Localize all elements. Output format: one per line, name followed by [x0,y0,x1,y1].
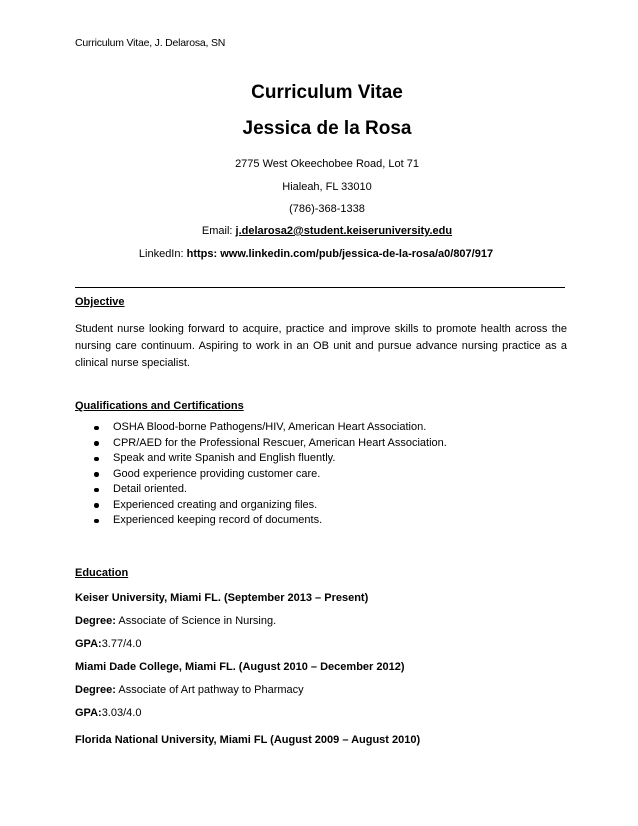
education-gpa-2: GPA:3.03/4.0 [75,707,142,719]
email-label: Email: [201,225,233,237]
email-line [8,225,638,237]
qualifications-heading: Qualifications and Certifications [75,400,244,412]
list-item: Experienced creating and organizing files. [93,498,447,514]
qualifications-list [93,420,447,529]
running-header: Curriculum Vitae, J. Delarosa, SN [75,37,226,49]
bullet-icon [94,441,99,446]
linkedin-link[interactable]: https: www.linkedin.com/pub/jessica-de-la-rosa/a0/807/917 [186,248,494,260]
email-link[interactable]: j.delarosa2@student.keiseruniversity.edu [235,225,453,237]
bullet-icon [94,457,99,462]
address-line-2: Hialeah, FL 33010 [282,181,372,193]
objective-text: Student nurse looking forward to acquire, practice and improve skills to promote health across the nursing care continuum. Aspiring to work in an OB unit and pursue advance nursing practice as a clinical nurse specialist. [75,323,567,369]
address-line-1: 2775 West Okeechobee Road, Lot 71 [235,158,419,170]
document-title: Curriculum Vitae [251,82,403,103]
list-item: Speak and write Spanish and English fluently. [93,451,447,467]
objective-heading: Objective [75,296,125,308]
education-gpa-1: GPA:3.77/4.0 [75,638,142,650]
education-heading: Education [75,567,129,579]
bullet-icon [94,519,99,524]
education-degree-2: Degree: Associate of Art pathway to Pharmacy [75,684,304,696]
list-item: CPR/AED for the Professional Rescuer, American Heart Association. [93,436,447,452]
linkedin-line [0,248,635,260]
list-item: OSHA Blood-borne Pathogens/HIV, American Heart Association. [93,420,447,436]
education-degree-1: Degree: Associate of Science in Nursing. [75,615,277,627]
bullet-icon [94,488,99,493]
education-school-1: Keiser University, Miami FL. (September 2013 – Present) [75,592,369,604]
linkedin-label: LinkedIn: [138,248,184,260]
education-school-3: Florida National University, Miami FL (August 2009 – August 2010) [75,734,421,746]
list-item: Detail oriented. [93,482,447,498]
list-item: Experienced keeping record of documents. [93,513,447,529]
education-school-2: Miami Dade College, Miami FL. (August 2010 – December 2012) [75,661,405,673]
bullet-icon [94,472,99,477]
bullet-icon [94,426,99,431]
list-item: Good experience providing customer care. [93,467,447,483]
phone-number: (786)-368-1338 [289,203,365,215]
candidate-name: Jessica de la Rosa [242,118,412,139]
bullet-icon [94,503,99,508]
divider-rule [75,287,565,288]
